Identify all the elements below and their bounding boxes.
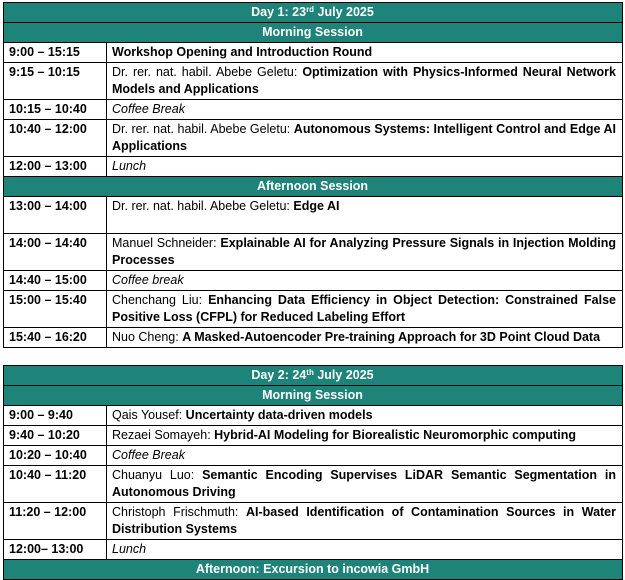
time-cell: 10:15 – 10:40 [4,100,107,120]
time-cell: 9:00 – 15:15 [4,43,107,63]
session-title: Optimization with Physics-Informed Neural Network Models and Applications [112,65,616,96]
day1-heading-row [4,3,623,23]
table-row [4,197,623,234]
table-row [4,120,623,157]
session-cell [107,120,623,157]
break-label: Lunch [112,542,147,556]
speaker-name: Nuo Cheng: [112,330,183,344]
time-cell: 10:20 – 10:40 [4,446,107,466]
session-cell [107,466,623,503]
time-cell: 15:40 – 16:20 [4,328,107,348]
speaker-name: Dr. rer. nat. habil. Abebe Geletu: [112,199,294,213]
session-title: Edge AI [293,199,340,213]
session-title: Hybrid-AI Modeling for Biorealistic Neuromorphic computing [214,428,576,442]
time-cell: 14:40 – 15:00 [4,271,107,291]
day2-heading-row [4,366,623,386]
time-cell: 12:00– 13:00 [4,540,107,560]
day1-schedule-table [3,2,623,348]
speaker-name: Chuanyu Luo: [112,468,203,482]
break-cell [107,100,623,120]
session-cell [107,426,623,446]
time-cell: 9:15 – 10:15 [4,63,107,100]
break-cell [107,446,623,466]
session-title: Explainable AI for Analyzing Pressure Signals in Injection Molding Processes [112,236,617,267]
time-cell: 12:00 – 13:00 [4,157,107,177]
session-cell [107,43,623,63]
break-label: Coffee Break [112,102,185,116]
table-row [4,446,623,466]
table-row [4,406,623,426]
session-title: Enhancing Data Efficiency in Object Detection: Constrained False Positive Loss (CFPL) for Reduced Labeling Effort [112,293,616,324]
time-cell: 9:40 – 10:20 [4,426,107,446]
time-cell: 14:00 – 14:40 [4,234,107,271]
day1-heading: Day 1: 23rd July 2025 [4,3,623,23]
table-row [4,234,623,271]
time-cell: 10:40 – 11:20 [4,466,107,503]
day1-afternoon-label: Afternoon Session [4,177,623,197]
table-row [4,291,623,328]
time-cell: 9:00 – 9:40 [4,406,107,426]
session-cell [107,406,623,426]
time-cell: 10:40 – 12:00 [4,120,107,157]
speaker-name: Qais Yousef: [112,408,186,422]
break-cell [107,271,623,291]
session-title: AI-based Identification of Contamination Sources in Water Distribution Systems [112,505,616,536]
session-cell [107,197,623,234]
speaker-name: Christoph Frischmuth: [112,505,246,519]
break-label: Coffee Break [112,448,185,462]
table-row [4,540,623,560]
break-cell [107,157,623,177]
time-cell: 13:00 – 14:00 [4,197,107,234]
speaker-name: Chenchang Liu: [112,293,209,307]
day1-morning-row [4,23,623,43]
time-cell: 11:20 – 12:00 [4,503,107,540]
speaker-name: Rezaei Somayeh: [112,428,215,442]
session-title: A Masked-Autoencoder Pre-training Approach for 3D Point Cloud Data [182,330,601,344]
table-row [4,328,623,348]
day2-heading: Day 2: 24th July 2025 [4,366,623,386]
table-row [4,100,623,120]
day2-afternoon-label: Afternoon: Excursion to incowia GmbH [4,560,623,580]
table-row [4,157,623,177]
session-cell [107,234,623,271]
day1-morning-label: Morning Session [4,23,623,43]
break-label: Coffee break [112,273,184,287]
break-label: Lunch [112,159,147,173]
speaker-name: Dr. rer. nat. habil. Abebe Geletu: [112,65,303,79]
day2-schedule-table [3,365,623,580]
session-cell [107,291,623,328]
time-cell: 15:00 – 15:40 [4,291,107,328]
session-title: Semantic Encoding Supervises LiDAR Semantic Segmentation in Autonomous Driving [112,468,616,499]
table-row [4,43,623,63]
session-title: Workshop Opening and Introduction Round [112,45,373,59]
speaker-name: Dr. rer. nat. habil. Abebe Geletu: [112,122,294,136]
session-cell [107,63,623,100]
break-cell [107,540,623,560]
table-row [4,271,623,291]
table-row [4,466,623,503]
session-cell [107,328,623,348]
table-row [4,426,623,446]
day1-afternoon-row [4,177,623,197]
day2-afternoon-row [4,560,623,580]
table-row [4,503,623,540]
session-title: Uncertainty data-driven models [185,408,373,422]
table-row [4,63,623,100]
day2-morning-label: Morning Session [4,386,623,406]
session-title: Autonomous Systems: Intelligent Control and Edge AI Applications [112,122,616,153]
session-cell [107,503,623,540]
day2-morning-row [4,386,623,406]
speaker-name: Manuel Schneider: [112,236,221,250]
